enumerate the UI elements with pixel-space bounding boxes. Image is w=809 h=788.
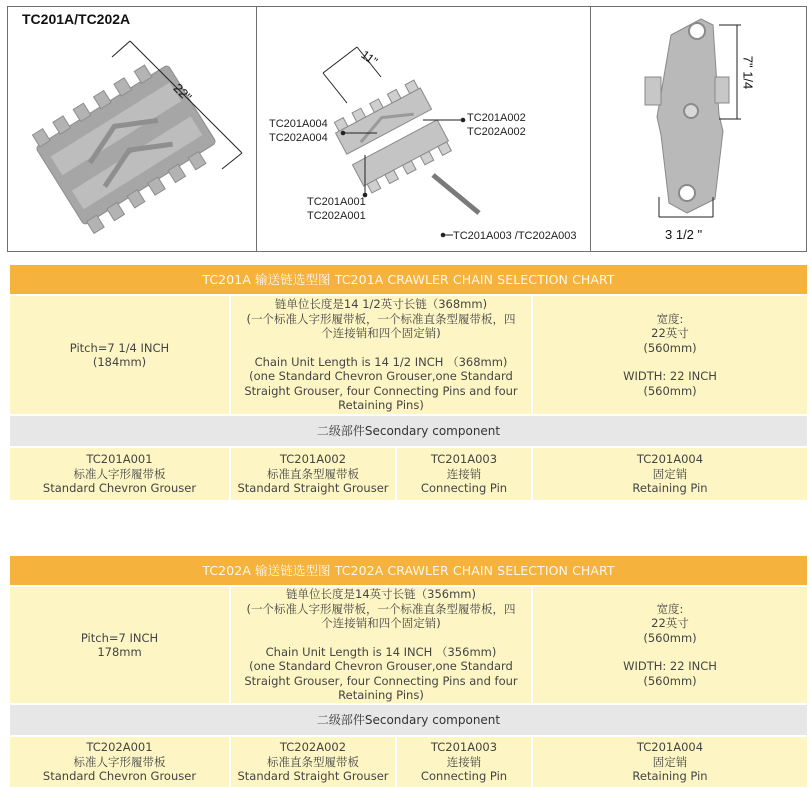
chart-title: TC201A 输送链选型图 TC201A CRAWLER CHAIN SELECTION CHART — [10, 265, 807, 294]
label-a001: TC201A001 TC202A001 — [307, 196, 366, 222]
component-cell: TC201A004 固定销 Retaining Pin — [632, 740, 708, 784]
width-cell: 宽度: 22英寸 (560mm) WIDTH: 22 INCH (560mm) — [623, 601, 717, 688]
unit-length-cn: 链单位长度是14英寸长链（356mm) — [286, 587, 476, 602]
figure-exploded-view — [256, 7, 590, 251]
pitch-metric: (184mm) — [92, 355, 147, 369]
figure-side-link — [590, 7, 806, 251]
side-link-drawing — [591, 7, 807, 251]
components-row — [10, 446, 807, 500]
component-cell: TC202A002 标准直条型履带板 Standard Straight Grouser — [237, 740, 389, 784]
spec-row — [10, 585, 807, 703]
component-cell: TC202A001 标准人字形履带板 Standard Chevron Grouser — [42, 740, 197, 784]
unit-length-en: Chain Unit Length is 14 INCH （356mm) — [265, 644, 497, 659]
pitch-dimension: 11" — [358, 47, 381, 69]
unit-length-cn: 链单位长度是14 1/2英寸长链（368mm) — [274, 297, 488, 312]
label-a003: TC201A003 /TC202A003 — [453, 230, 577, 242]
pitch-value: Pitch=7 INCH — [80, 630, 159, 645]
spec-row — [10, 294, 807, 414]
assembled-chain-drawing — [8, 7, 256, 251]
component-cell: TC201A001 标准人字形履带板 Standard Chevron Grouser — [42, 452, 197, 496]
pitch-cell — [10, 296, 229, 414]
components-row — [10, 735, 807, 787]
selection-chart-tc202a — [10, 556, 807, 787]
link-width-dimension: 3 1/2 " — [665, 227, 703, 242]
width-dimension: 22" — [170, 80, 195, 105]
component-cell: TC201A004 固定销 Retaining Pin — [632, 452, 708, 496]
component-cell: TC201A003 连接销 Connecting Pin — [420, 740, 508, 784]
pitch-value: Pitch=7 1/4 INCH — [69, 340, 170, 355]
figure-assembled-chain — [8, 7, 256, 251]
component-cell: TC201A003 连接销 Connecting Pin — [420, 452, 508, 496]
label-a004: TC201A004 TC202A004 — [269, 118, 328, 144]
secondary-component-header: 二级部件Secondary component — [10, 414, 807, 446]
unit-length-cell: 链单位长度是14 1/2英寸长链（368mm) (一个标准人字形履带板，一个标准直条型履带板，四 个连接销和四个固定销) Chain Unit Length is 14 1/2 INCH （368mm) (one Standard Chevron Grouser,one Standard Straight Grouser, four Connecting Pins and four Retaining Pins) — [244, 297, 518, 413]
chart-title: TC202A 输送链选型图 TC202A CRAWLER CHAIN SELECTION CHART — [10, 556, 807, 585]
model-title: TC201A/TC202A — [22, 11, 131, 27]
component-cell: TC201A002 标准直条型履带板 Standard Straight Grouser — [237, 452, 389, 496]
width-cell: 宽度: 22英寸 (560mm) WIDTH: 22 INCH (560mm) — [623, 311, 717, 398]
figure-strip — [7, 6, 807, 252]
secondary-component-header: 二级部件Secondary component — [10, 703, 807, 735]
height-dimension: 7" 1/4 — [740, 55, 756, 90]
pitch-cell — [10, 587, 229, 703]
unit-length-cell: 链单位长度是14英寸长链（356mm) (一个标准人字形履带板，一个标准直条型履带板，四 个连接销和四个固定销) Chain Unit Length is 14 INCH （356mm) (one Standard Chevron Grouser,one Standard Straight Grouser, four Connecting Pins and four Retaining Pins) — [244, 587, 518, 703]
unit-length-en: Chain Unit Length is 14 1/2 INCH （368mm) — [254, 354, 508, 369]
pitch-metric: 178mm — [97, 645, 142, 659]
selection-chart-tc201a — [10, 265, 807, 500]
label-a002: TC201A002 TC202A002 — [467, 112, 526, 138]
